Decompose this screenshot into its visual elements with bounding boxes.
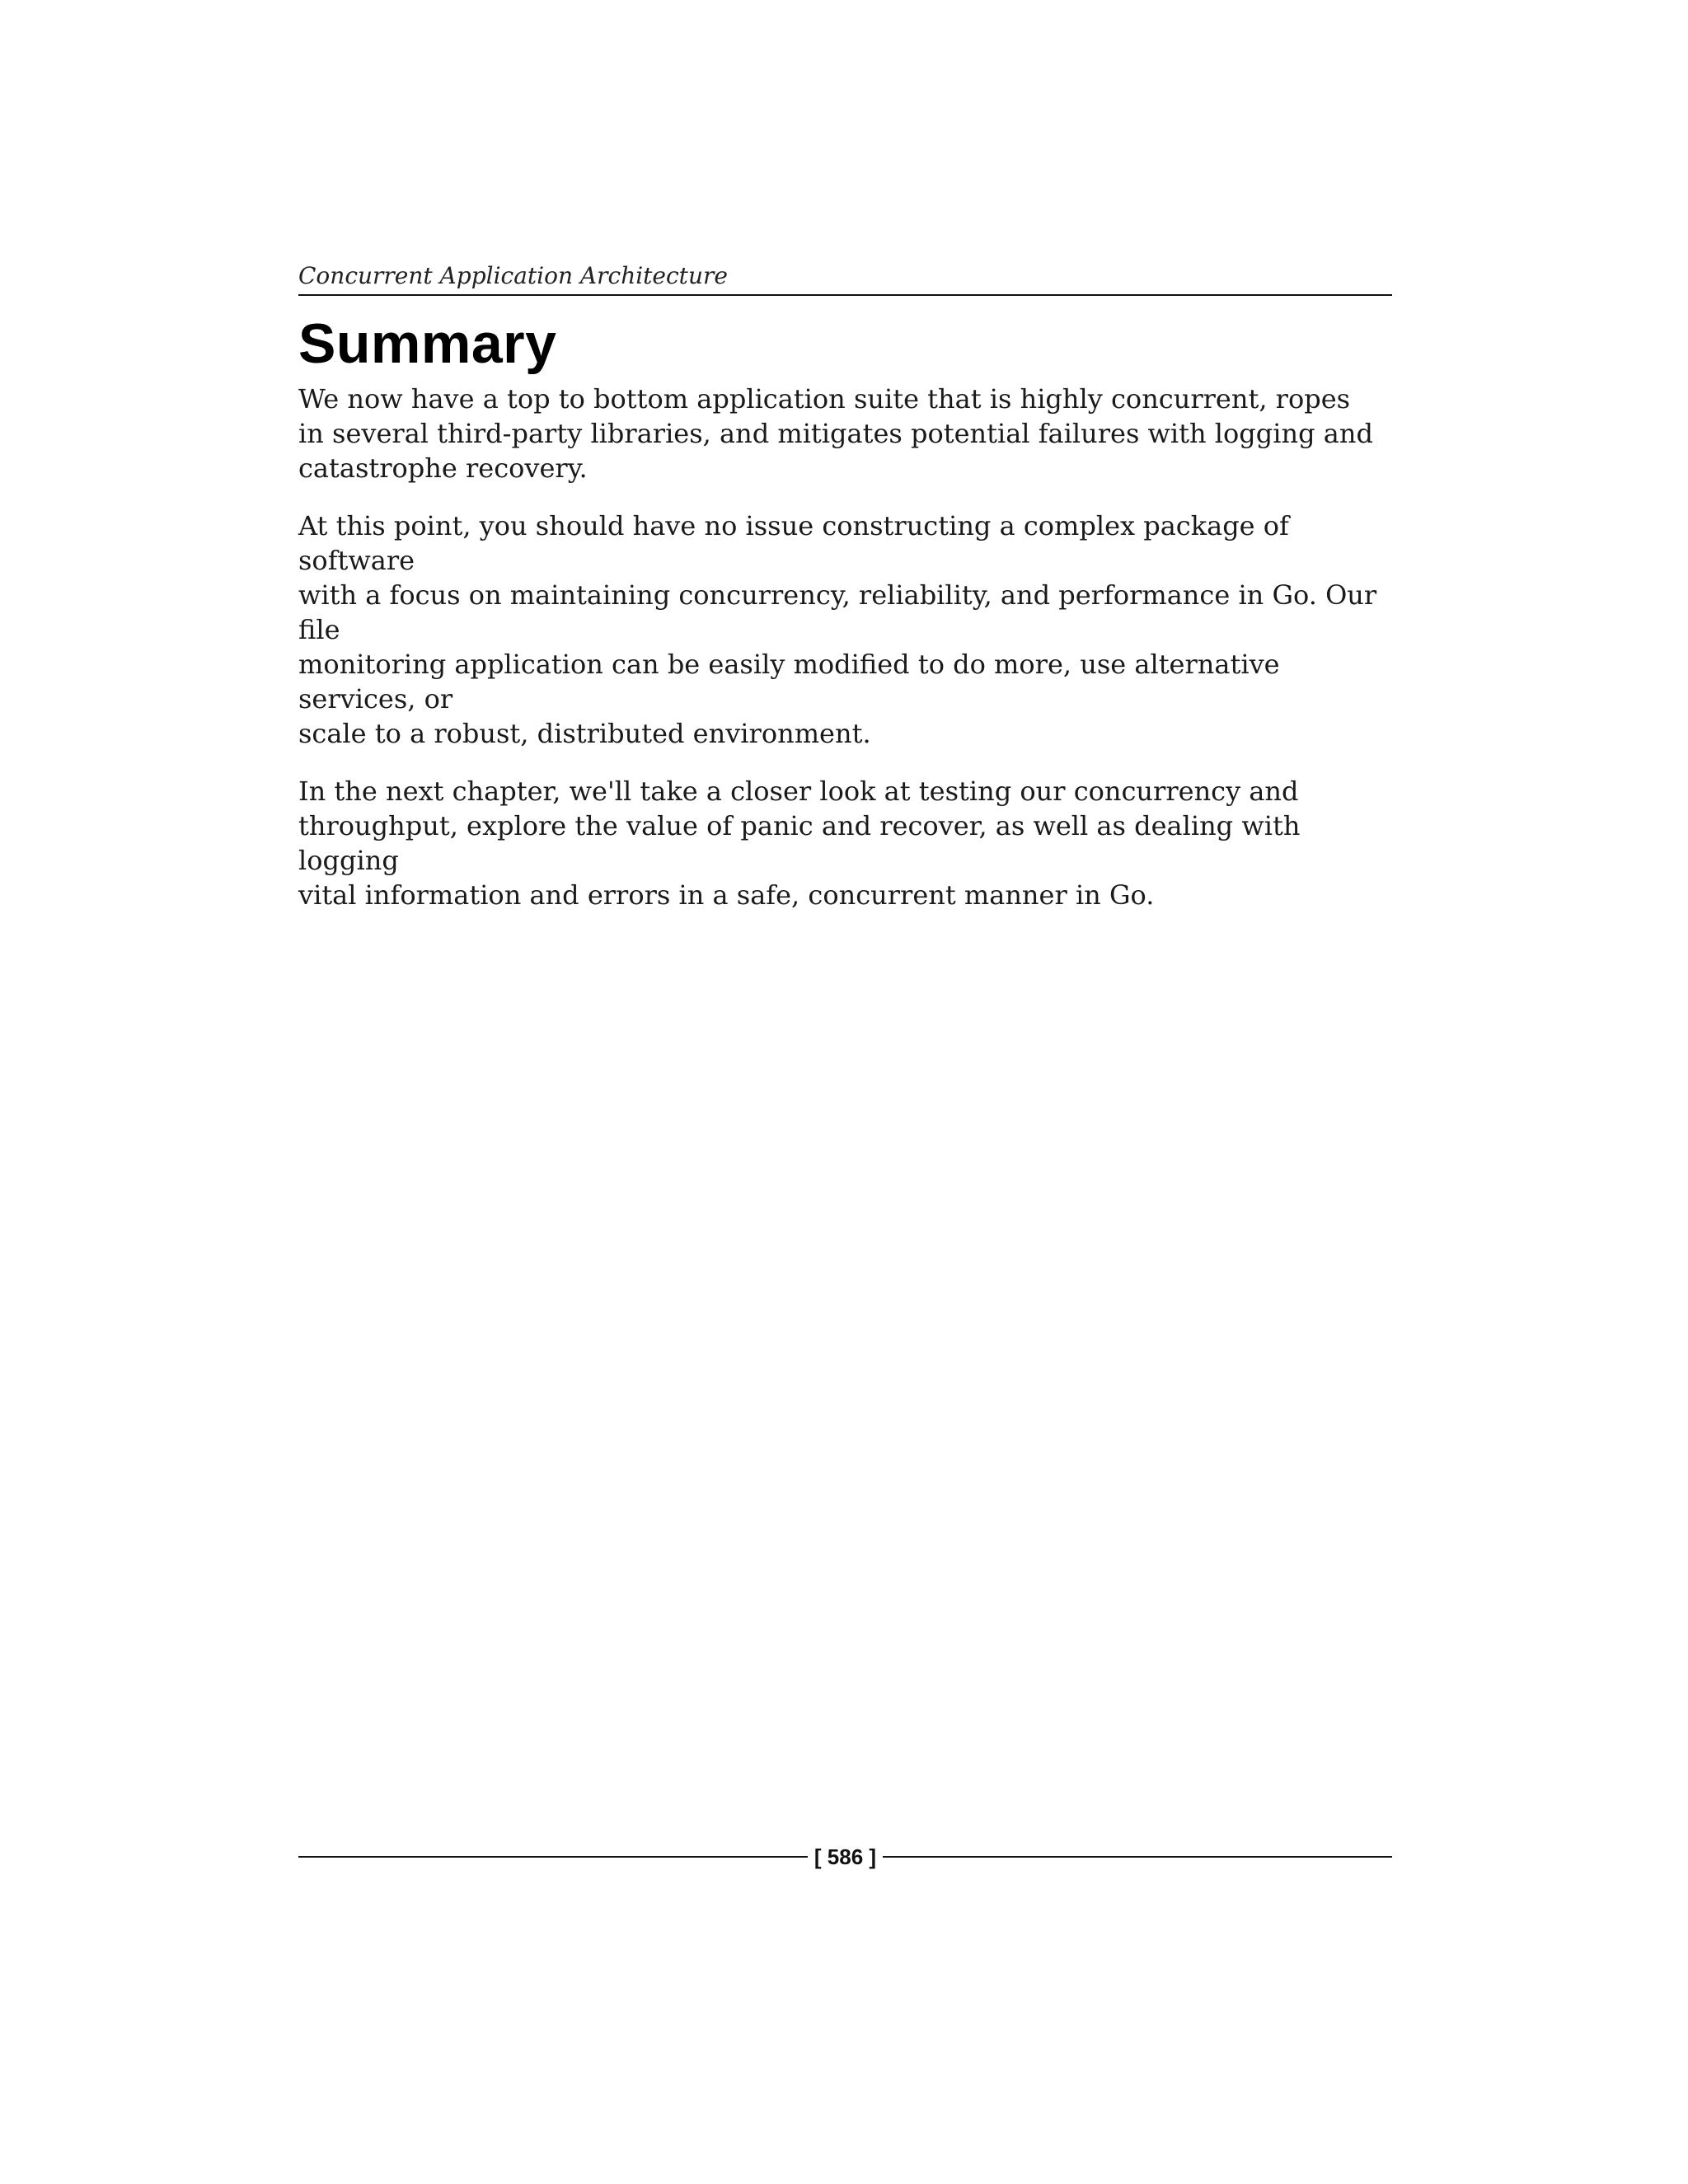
book-page xyxy=(298,260,1392,1875)
running-header: Concurrent Application Architecture xyxy=(298,260,1392,296)
paragraph-1: We now have a top to bottom application suite that is highly concurrent, ropes in several third-party libraries, and mitigates potential failures with logging and catastrophe recovery. xyxy=(298,383,1373,484)
page-footer xyxy=(298,1840,1392,1873)
body-text xyxy=(298,382,1392,935)
page-number: [ 586 ] xyxy=(814,1844,877,1869)
section-title: Summary xyxy=(298,312,557,375)
paragraph-2: At this point, you should have no issue constructing a complex package of software with a focus on maintaining concurrency, reliability, and performance in Go. Our file monitoring application can be easily modified to do more, use alternative services, or scale to a robust, distributed environment. xyxy=(298,510,1377,749)
footer-rule-left xyxy=(298,1856,808,1858)
footer-rule-right xyxy=(883,1856,1392,1858)
paragraph-3: In the next chapter, we'll take a closer look at testing our concurrency and throughput, explore the value of panic and recover, as well as dealing with logging vital information and errors in a safe, concurrent manner in Go. xyxy=(298,776,1301,911)
